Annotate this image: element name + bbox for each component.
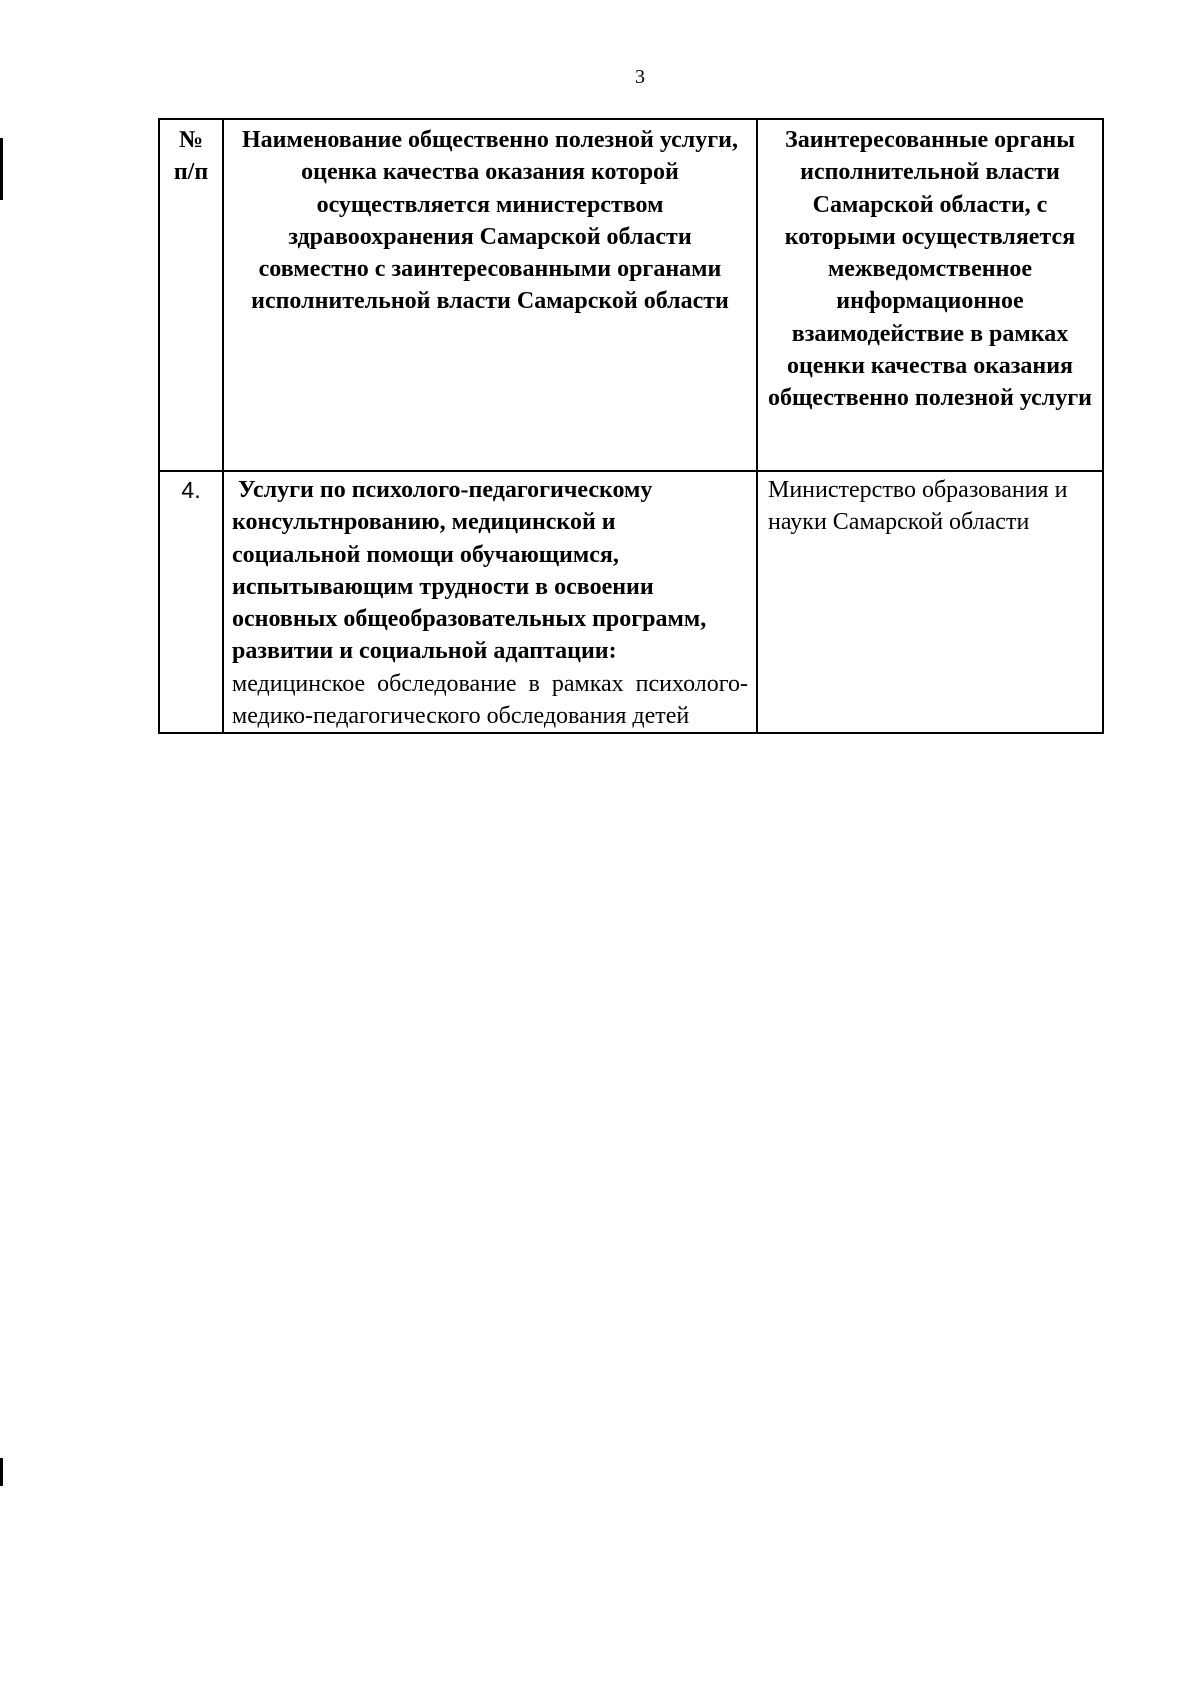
- row-organizations: Министерство образования и науки Самарской области: [757, 471, 1103, 733]
- row-number: 4.: [159, 471, 223, 733]
- table-row: [159, 471, 1103, 733]
- header-service-name-cell: [223, 119, 757, 471]
- header-organizations-cell: [757, 119, 1103, 471]
- header-number-label: п/п: [173, 159, 209, 186]
- scan-edge-mark: [0, 1458, 3, 1486]
- row-service-detail: медицинское обследование в рамках психолого-медико-педагогического обследования детей: [232, 670, 748, 730]
- row-service-cell: [223, 471, 757, 733]
- row-service-title: Услуги по психолого-педагогическому консультнрованию, медицинской и социальной помощи обучающимся, испытывающим трудности в освоении основных общеобразовательных программ, развитии и социальной адаптации:: [232, 477, 707, 665]
- header-number-symbol: №: [178, 127, 204, 153]
- page-number: 3: [635, 66, 645, 88]
- header-organizations: Заинтересованные органы исполнительной власти Самарской области, с которыми осуществляется межведомственное информационное взаимодействие в рамках оценки качества оказания общественно полезной услуги: [768, 127, 1092, 412]
- header-number-cell: [159, 119, 223, 471]
- services-table: [158, 118, 1104, 734]
- table-header-row: [159, 119, 1103, 471]
- header-service-name: Наименование общественно полезной услуги, оценка качества оказания которой осуществляется министерством здравоохранения Самарской области совместно с заинтересованными органами исполнительной власти Самарской области: [242, 127, 738, 315]
- scan-edge-mark: [0, 138, 3, 200]
